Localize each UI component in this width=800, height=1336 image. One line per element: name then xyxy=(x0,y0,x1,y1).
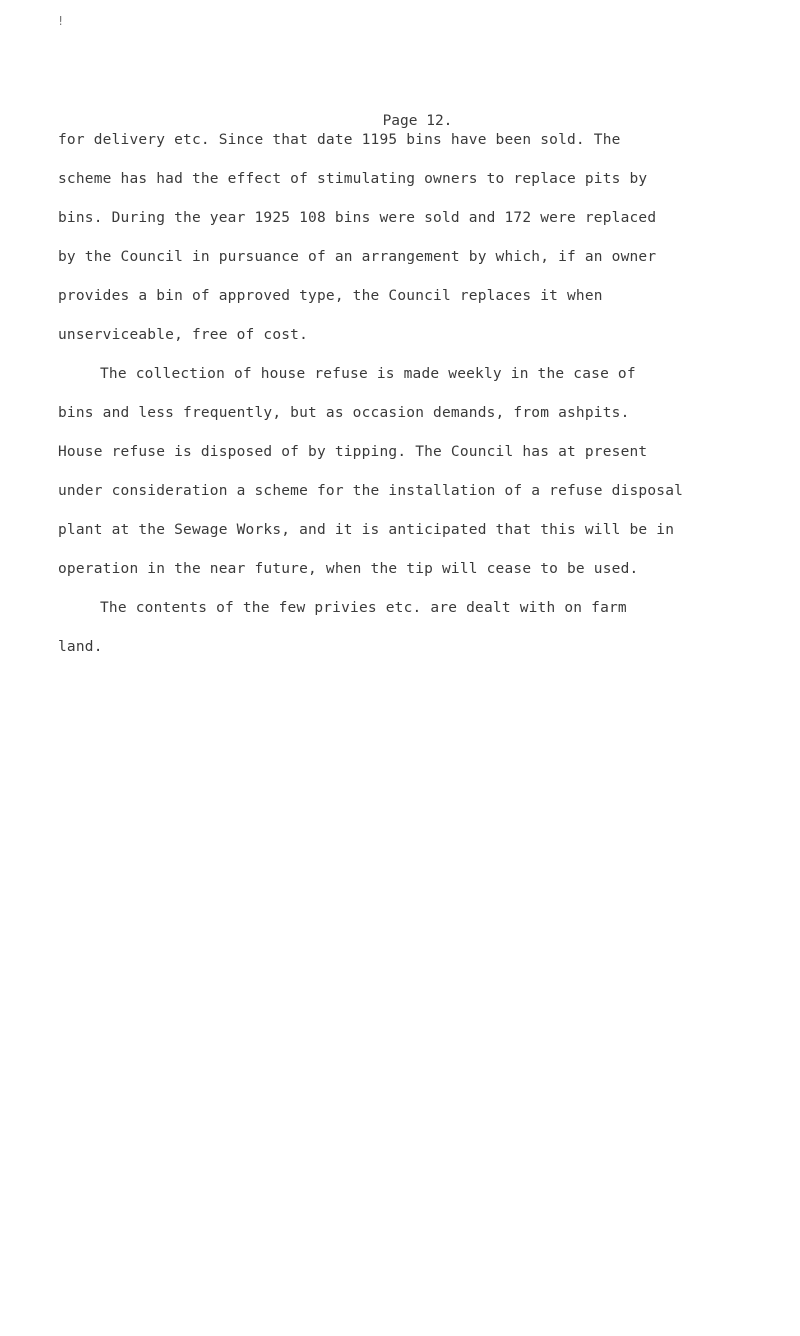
text-line-8: bins and less frequently, but as occasion demands, from ashpits. xyxy=(58,405,630,421)
text-line-2: scheme has had the effect of stimulating owners to replace pits by xyxy=(58,171,648,187)
text-line-3: bins. During the year 1925 108 bins were sold and 172 were replaced xyxy=(58,210,657,226)
text-line-12: operation in the near future, when the tip will cease to be used. xyxy=(58,561,639,577)
page-number: Page 12. xyxy=(382,113,453,129)
text-line-13: The contents of the few privies etc. are dealt with on farm xyxy=(100,600,627,616)
text-line-9: House refuse is disposed of by tipping. The Council has at present xyxy=(58,444,648,460)
text-line-6: unserviceable, free of cost. xyxy=(58,327,309,343)
margin-mark: ! xyxy=(57,14,65,28)
text-line-4: by the Council in pursuance of an arrangement by which, if an owner xyxy=(58,249,657,265)
text-line-11: plant at the Sewage Works, and it is anticipated that this will be in xyxy=(58,522,675,538)
text-line-1: for delivery etc. Since that date 1195 bins have been sold. The xyxy=(58,132,621,148)
text-line-5: provides a bin of approved type, the Council replaces it when xyxy=(58,288,603,304)
text-line-10: under consideration a scheme for the installation of a refuse disposal xyxy=(58,483,684,499)
text-line-7: The collection of house refuse is made weekly in the case of xyxy=(100,366,636,382)
text-line-14: land. xyxy=(58,639,103,655)
